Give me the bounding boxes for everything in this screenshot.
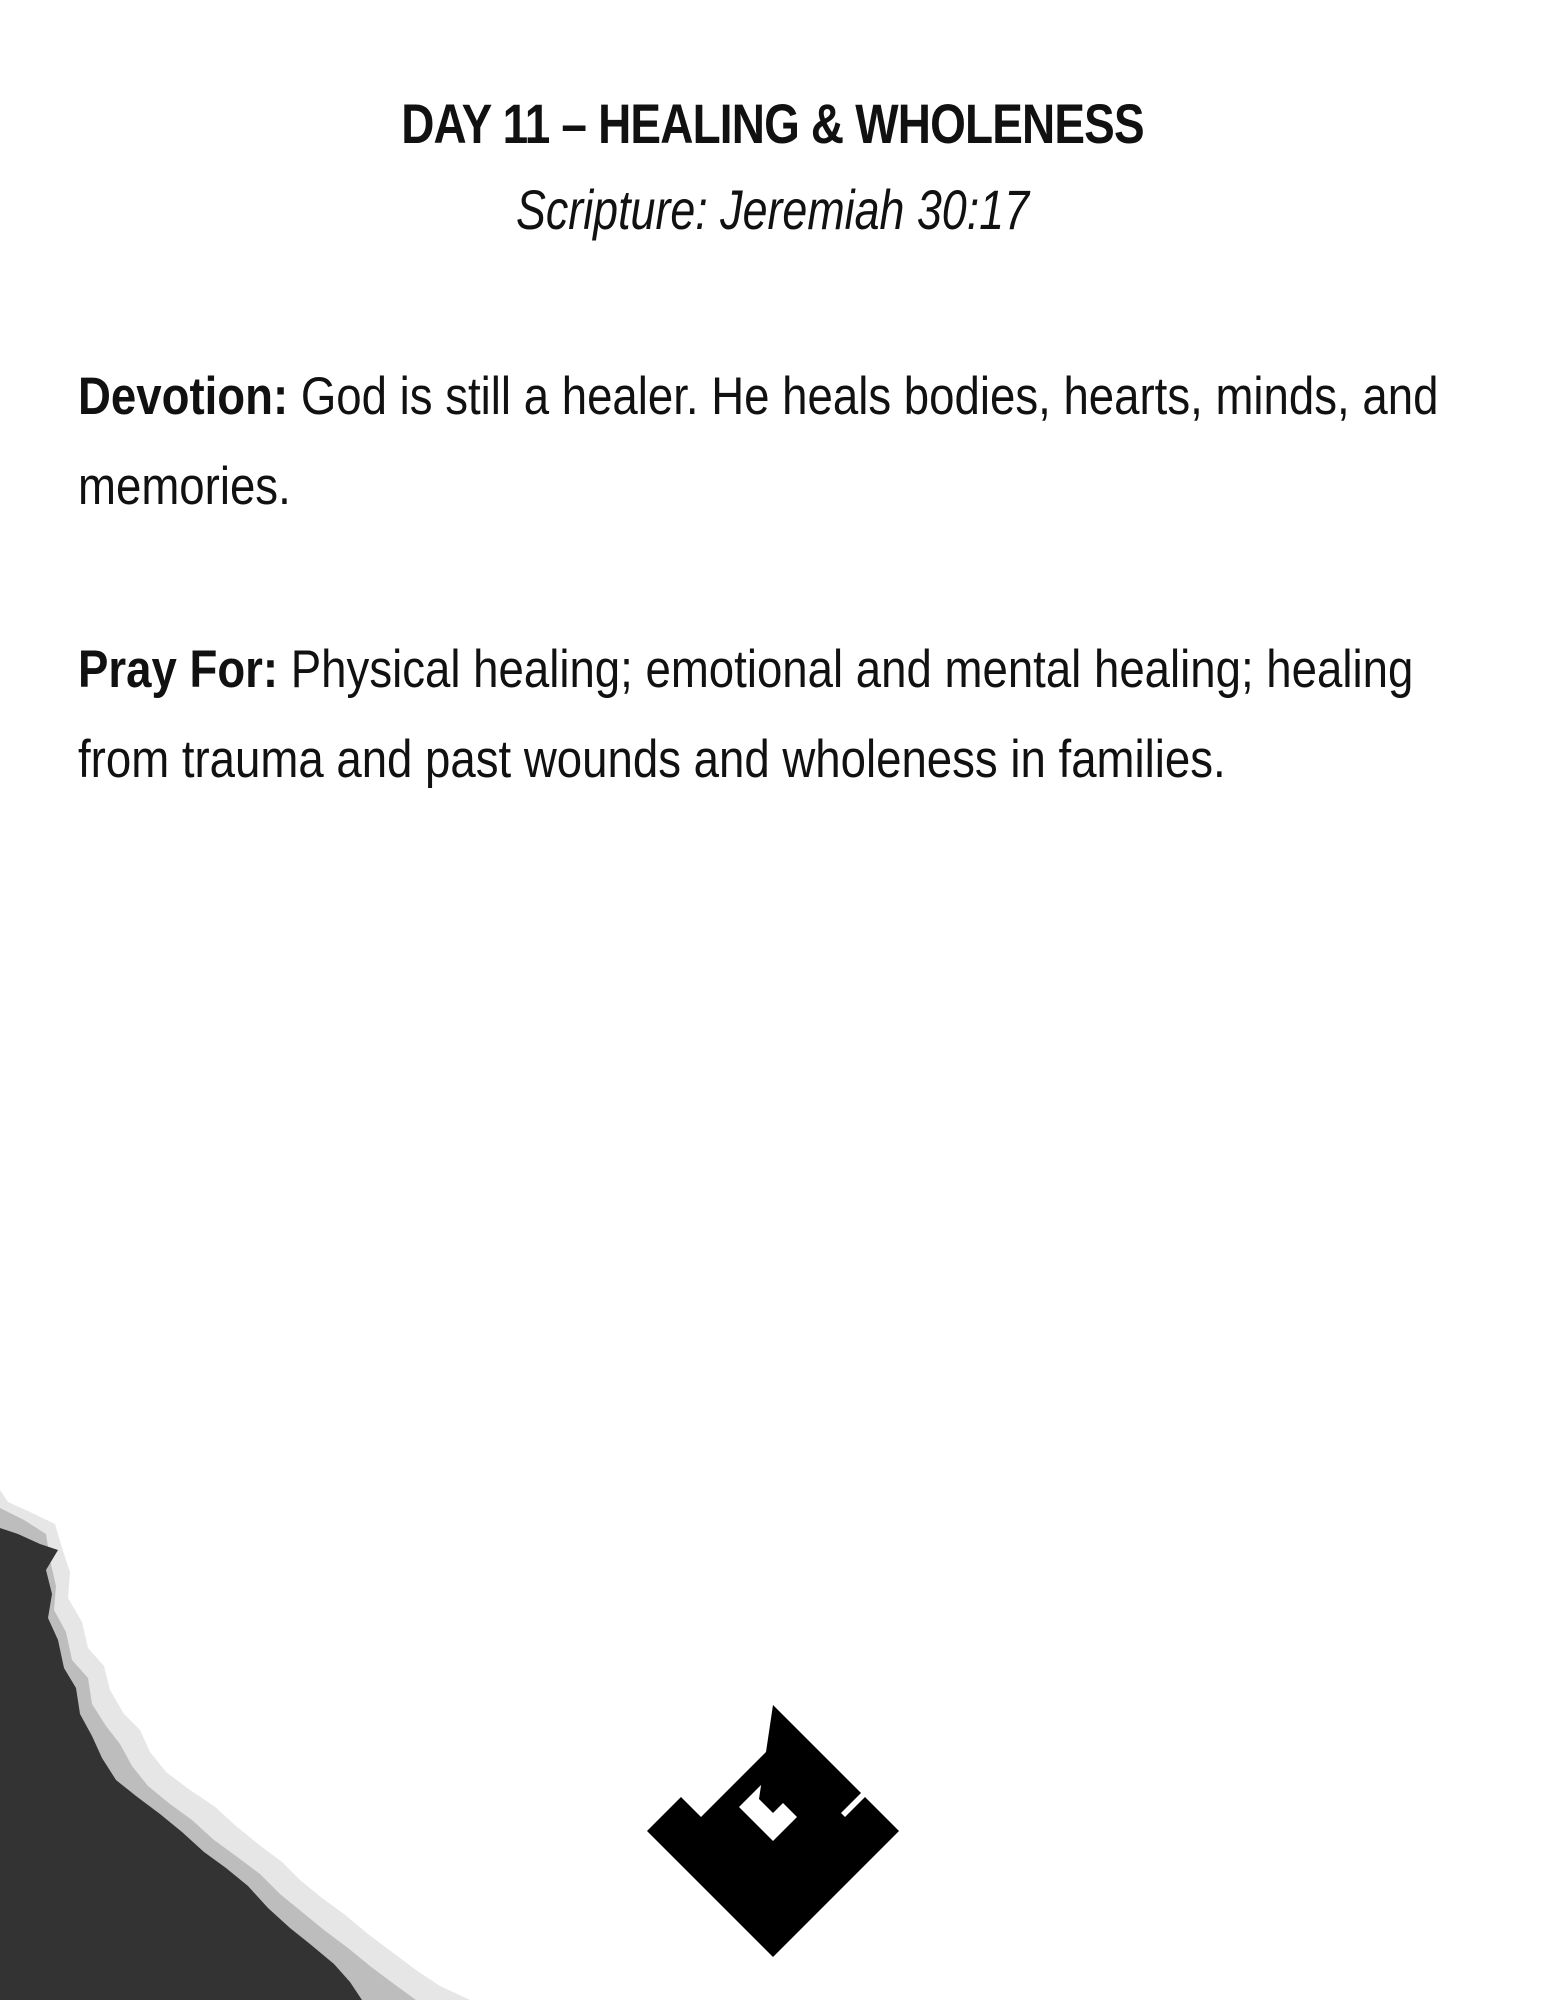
torn-paper-corner-icon [0,1490,520,2000]
devotion-label: Devotion: [78,367,289,426]
lg-monogram-logo-icon [647,1705,899,1957]
scripture-reference: Scripture: Jeremiah 30:17 [516,178,1029,241]
pray-for-text: Physical healing; emotional and mental healing; healing from trauma and past wounds and wholeness in families. [78,640,1414,789]
page-title: DAY 11 – HEALING & WHOLENESS [401,92,1144,155]
devotion-paragraph [78,352,1488,532]
page-header [0,88,1545,246]
pray-for-paragraph [78,625,1420,805]
pray-for-label: Pray For: [78,640,279,699]
devotion-text: God is still a healer. He heals bodies, hearts, minds, and memories. [78,367,1439,516]
